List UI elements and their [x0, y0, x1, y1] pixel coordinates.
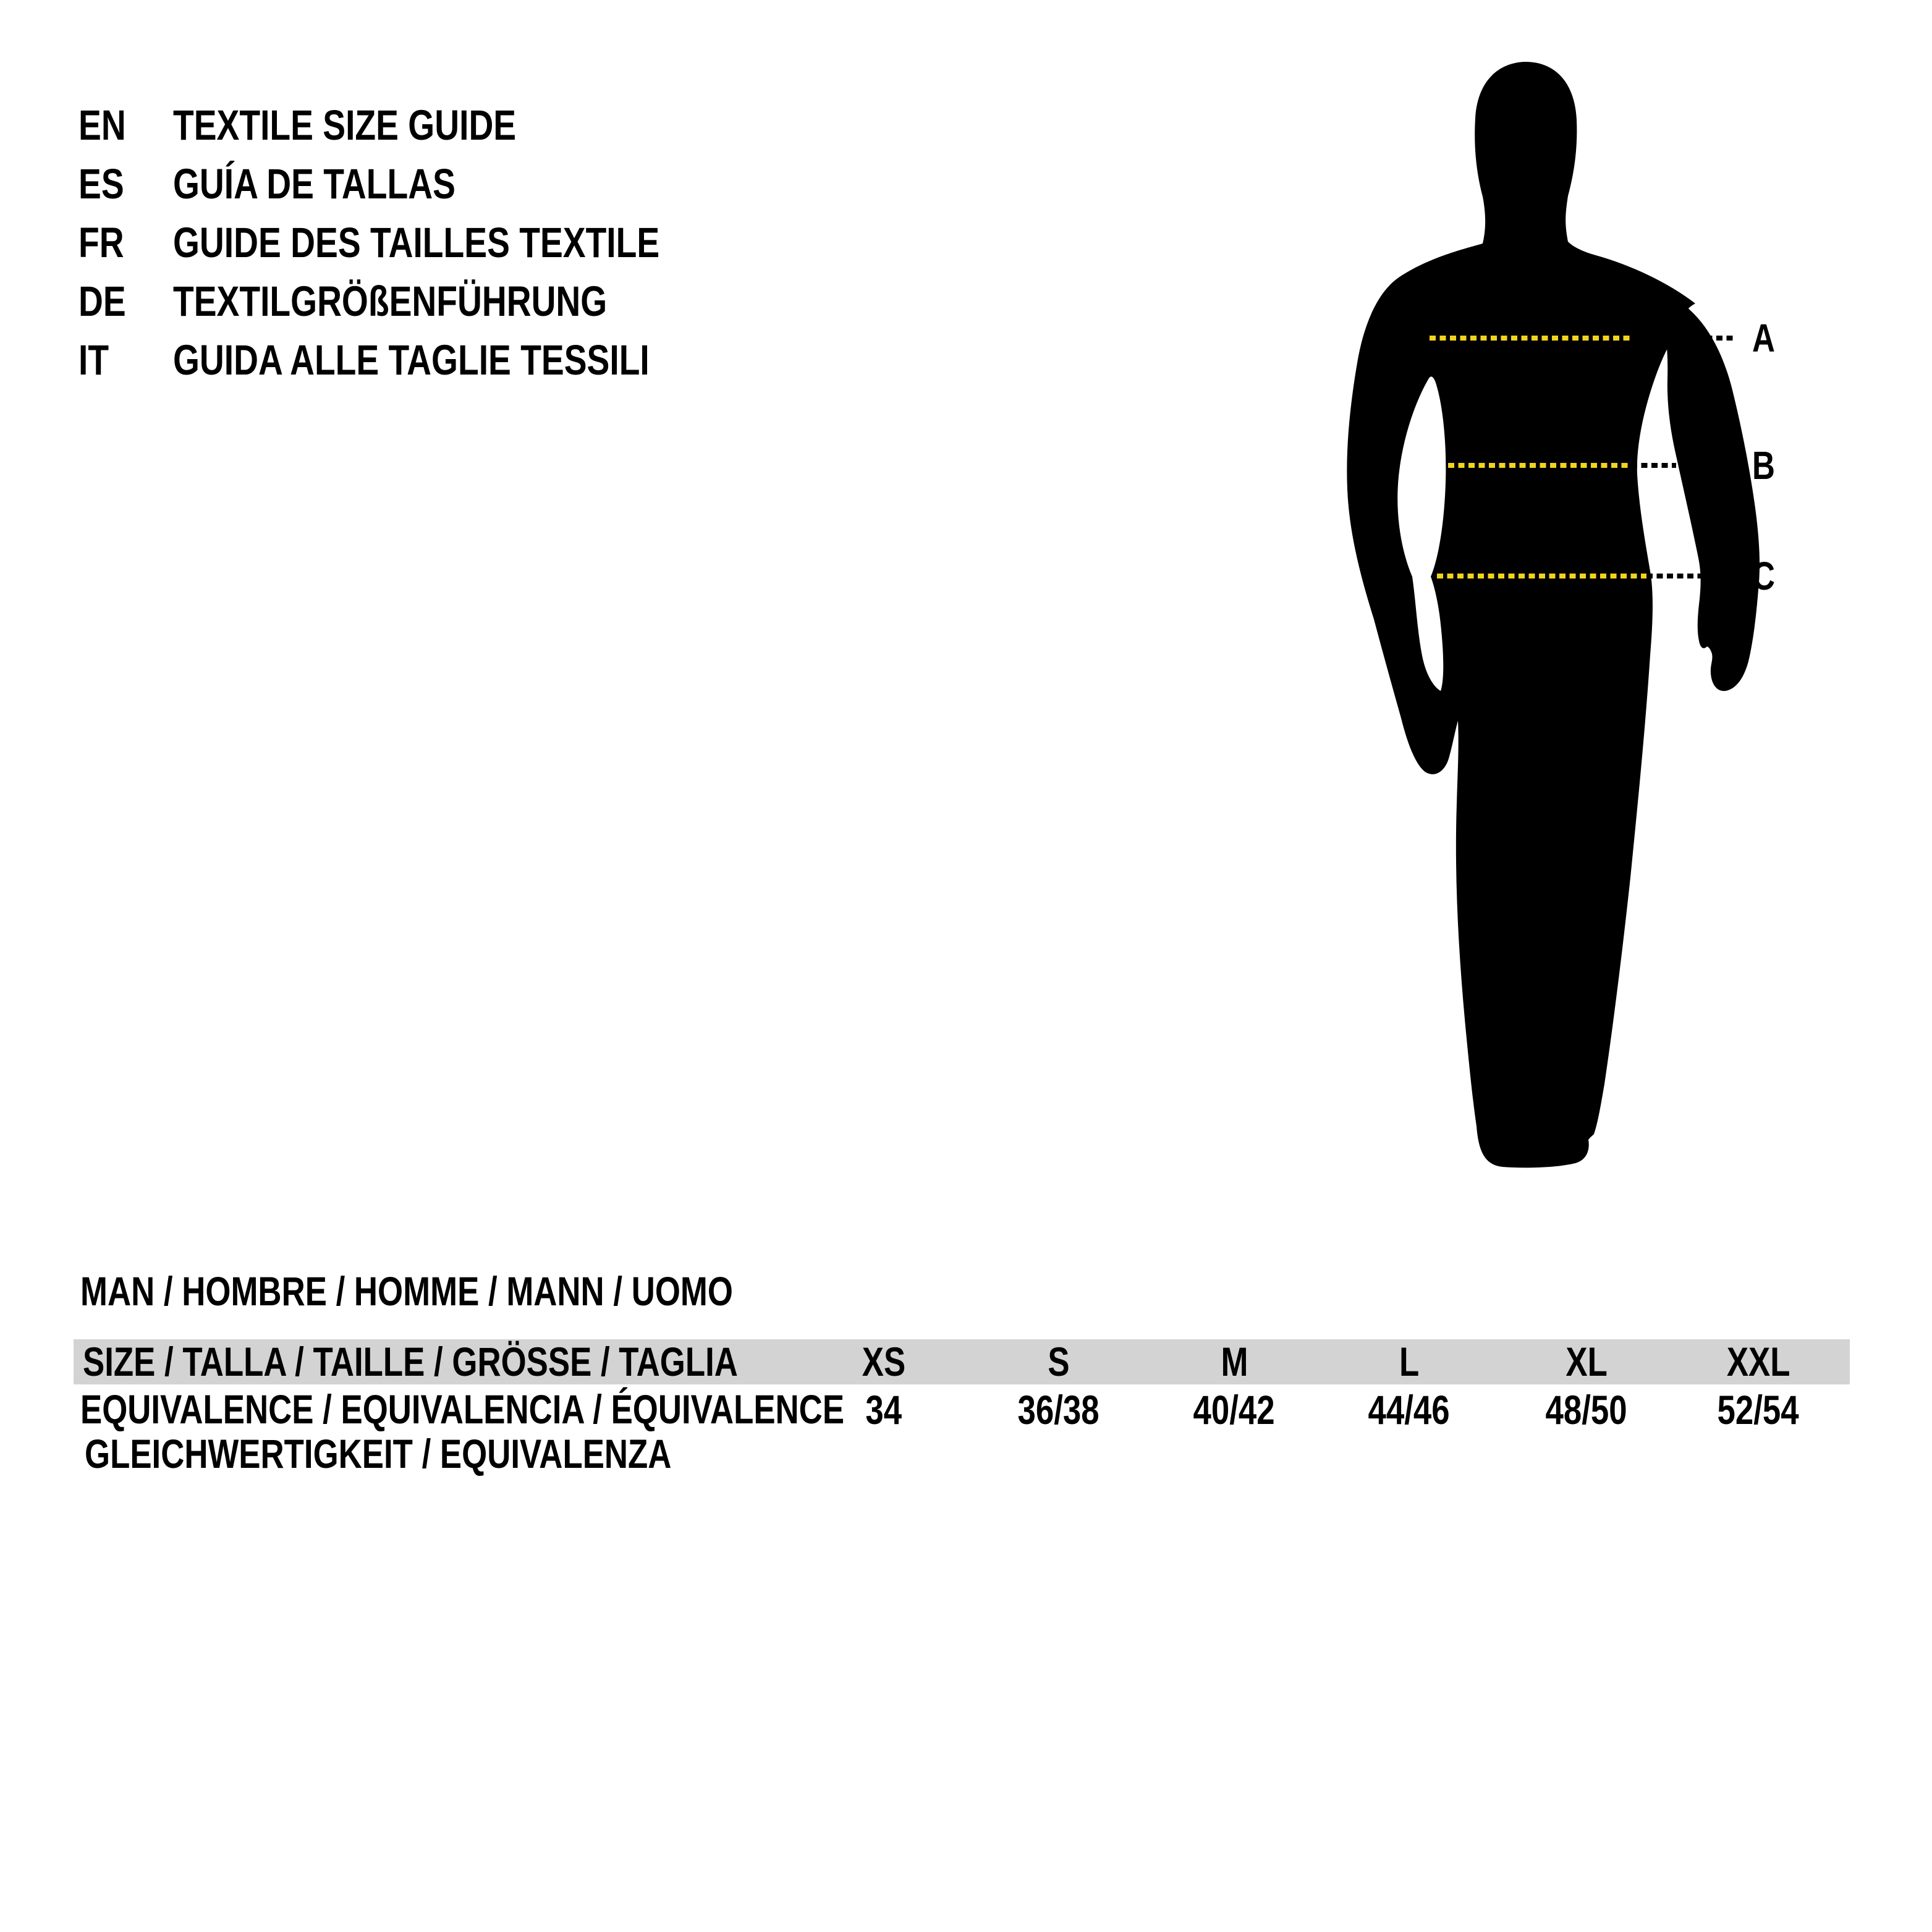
size-col-xxl: XXL — [1726, 1339, 1790, 1384]
size-header-label: SIZE / TALLA / TAILLE / GRÖSSE / TAGLIA — [83, 1339, 738, 1384]
language-title: TEXTILE SIZE GUIDE — [173, 101, 517, 149]
language-title: GUIDE DES TAILLES TEXTILE — [173, 219, 660, 266]
equivalence-label-line2: GLEICHWERTIGKEIT / EQUIVALENZA — [85, 1431, 672, 1477]
equivalence-value-s: 36/38 — [1017, 1387, 1100, 1433]
size-col-l: L — [1399, 1339, 1420, 1384]
measure-label-b: B — [1752, 443, 1775, 488]
equivalence-value-xs: 34 — [865, 1387, 902, 1433]
language-title: GUÍA DE TALLAS — [173, 160, 455, 208]
language-code: ES — [78, 160, 124, 208]
size-col-xs: XS — [862, 1339, 906, 1384]
language-row-fr — [78, 213, 781, 272]
equivalence-value-xxl: 52/54 — [1717, 1387, 1800, 1433]
language-title: GUIDA ALLE TAGLIE TESSILI — [173, 336, 650, 384]
language-row-es — [78, 155, 526, 213]
section-title: MAN / HOMBRE / HOMME / MANN / UOMO — [80, 1268, 733, 1314]
equivalence-value-xl: 48/50 — [1545, 1387, 1628, 1433]
language-row-en — [78, 96, 602, 155]
measure-label-c: C — [1752, 554, 1775, 598]
size-table-header-bar — [74, 1339, 1850, 1384]
language-code: DE — [78, 278, 126, 325]
equivalence-label-line1: EQUIVALENCE / EQUIVALENCIA / ÉQUIVALENCE — [80, 1386, 845, 1432]
language-title: TEXTILGRÖßENFÜHRUNG — [173, 278, 608, 325]
man-silhouette — [1347, 62, 1695, 1167]
measure-label-a: A — [1752, 316, 1775, 360]
size-col-s: S — [1048, 1339, 1070, 1384]
language-row-it — [78, 331, 768, 389]
language-code: EN — [78, 101, 126, 149]
equivalence-value-l: 44/46 — [1368, 1387, 1451, 1433]
language-code: IT — [78, 336, 109, 384]
language-row-de — [78, 272, 716, 331]
size-col-m: M — [1220, 1339, 1248, 1384]
man-silhouette-figure — [1236, 49, 1854, 1224]
equivalence-value-m: 40/42 — [1193, 1387, 1276, 1433]
language-code: FR — [78, 219, 124, 266]
size-col-xl: XL — [1566, 1339, 1608, 1384]
